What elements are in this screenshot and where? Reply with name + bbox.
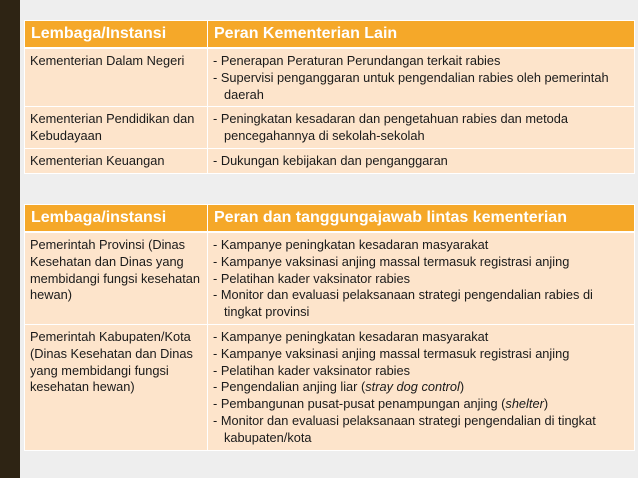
role-item: - Penerapan Peraturan Perundangan terkait rabies bbox=[213, 53, 629, 70]
table-row bbox=[25, 324, 635, 450]
institution-cell: Pemerintah Kabupaten/Kota (Dinas Kesehatan dan Dinas yang membidangi fungsi kesehatan hewan) bbox=[25, 324, 208, 450]
institution-cell: Kementerian Dalam Negeri bbox=[25, 48, 208, 107]
roles-cell bbox=[208, 232, 635, 324]
slide bbox=[20, 0, 638, 478]
table-header-row bbox=[25, 205, 635, 233]
role-item: - Kampanye peningkatan kesadaran masyarakat bbox=[213, 329, 629, 346]
role-item: - Kampanye peningkatan kesadaran masyarakat bbox=[213, 237, 629, 254]
role-item: - Pelatihan kader vaksinator rabies bbox=[213, 271, 629, 288]
table-row bbox=[25, 148, 635, 173]
roles-cell bbox=[208, 48, 635, 107]
roles-list bbox=[213, 153, 629, 170]
role-item bbox=[213, 396, 629, 413]
role-item: - Dukungan kebijakan dan penganggaran bbox=[213, 153, 629, 170]
role-item: - Pelatihan kader vaksinator rabies bbox=[213, 363, 629, 380]
role-item: - Peningkatan kesadaran dan pengetahuan rabies dan metoda pencegahannya di sekolah-sekolah bbox=[213, 111, 629, 145]
header-institution: Lembaga/Instansi bbox=[25, 21, 208, 49]
roles-cell bbox=[208, 148, 635, 173]
roles-cell bbox=[208, 107, 635, 149]
table-row bbox=[25, 107, 635, 149]
role-text: ) bbox=[459, 379, 465, 395]
table-row bbox=[25, 232, 635, 324]
table-header-row bbox=[25, 21, 635, 49]
institution-cell: Pemerintah Provinsi (Dinas Kesehatan dan Dinas yang membidangi fungsi kesehatan hewan) bbox=[25, 232, 208, 324]
role-item: - Monitor dan evaluasi pelaksanaan strategi pengendalian rabies di tingkat provinsi bbox=[213, 287, 629, 321]
role-text: Pengendalian anjing liar ( bbox=[220, 379, 366, 395]
institution-cell: Kementerian Pendidikan dan Kebudayaan bbox=[25, 107, 208, 149]
roles-cell bbox=[208, 324, 635, 450]
role-text: ) bbox=[543, 396, 549, 412]
cross-ministry-roles-table bbox=[24, 204, 635, 451]
role-text: Pembangunan pusat-pusat penampungan anjing ( bbox=[220, 396, 506, 412]
header-institution: Lembaga/instansi bbox=[25, 205, 208, 233]
header-responsibilities: Peran dan tanggungajawab lintas kementerian bbox=[208, 205, 635, 233]
role-item: - Monitor dan evaluasi pelaksanaan strategi pengendalian di tingkat kabupaten/kota bbox=[213, 413, 629, 447]
table-row bbox=[25, 48, 635, 107]
roles-list bbox=[213, 329, 629, 447]
role-term: stray dog control bbox=[365, 379, 460, 395]
roles-list bbox=[213, 237, 629, 321]
role-term: shelter bbox=[505, 396, 544, 412]
ministry-roles-table bbox=[24, 20, 635, 174]
roles-list bbox=[213, 53, 629, 103]
institution-cell: Kementerian Keuangan bbox=[25, 148, 208, 173]
role-item: - Kampanye vaksinasi anjing massal termasuk registrasi anjing bbox=[213, 346, 629, 363]
role-item: - Kampanye vaksinasi anjing massal termasuk registrasi anjing bbox=[213, 254, 629, 271]
roles-list bbox=[213, 111, 629, 145]
role-item: - Supervisi penganggaran untuk pengendalian rabies oleh pemerintah daerah bbox=[213, 70, 629, 104]
role-item bbox=[213, 379, 629, 396]
header-roles: Peran Kementerian Lain bbox=[208, 21, 635, 49]
side-accent-bar bbox=[0, 0, 20, 478]
